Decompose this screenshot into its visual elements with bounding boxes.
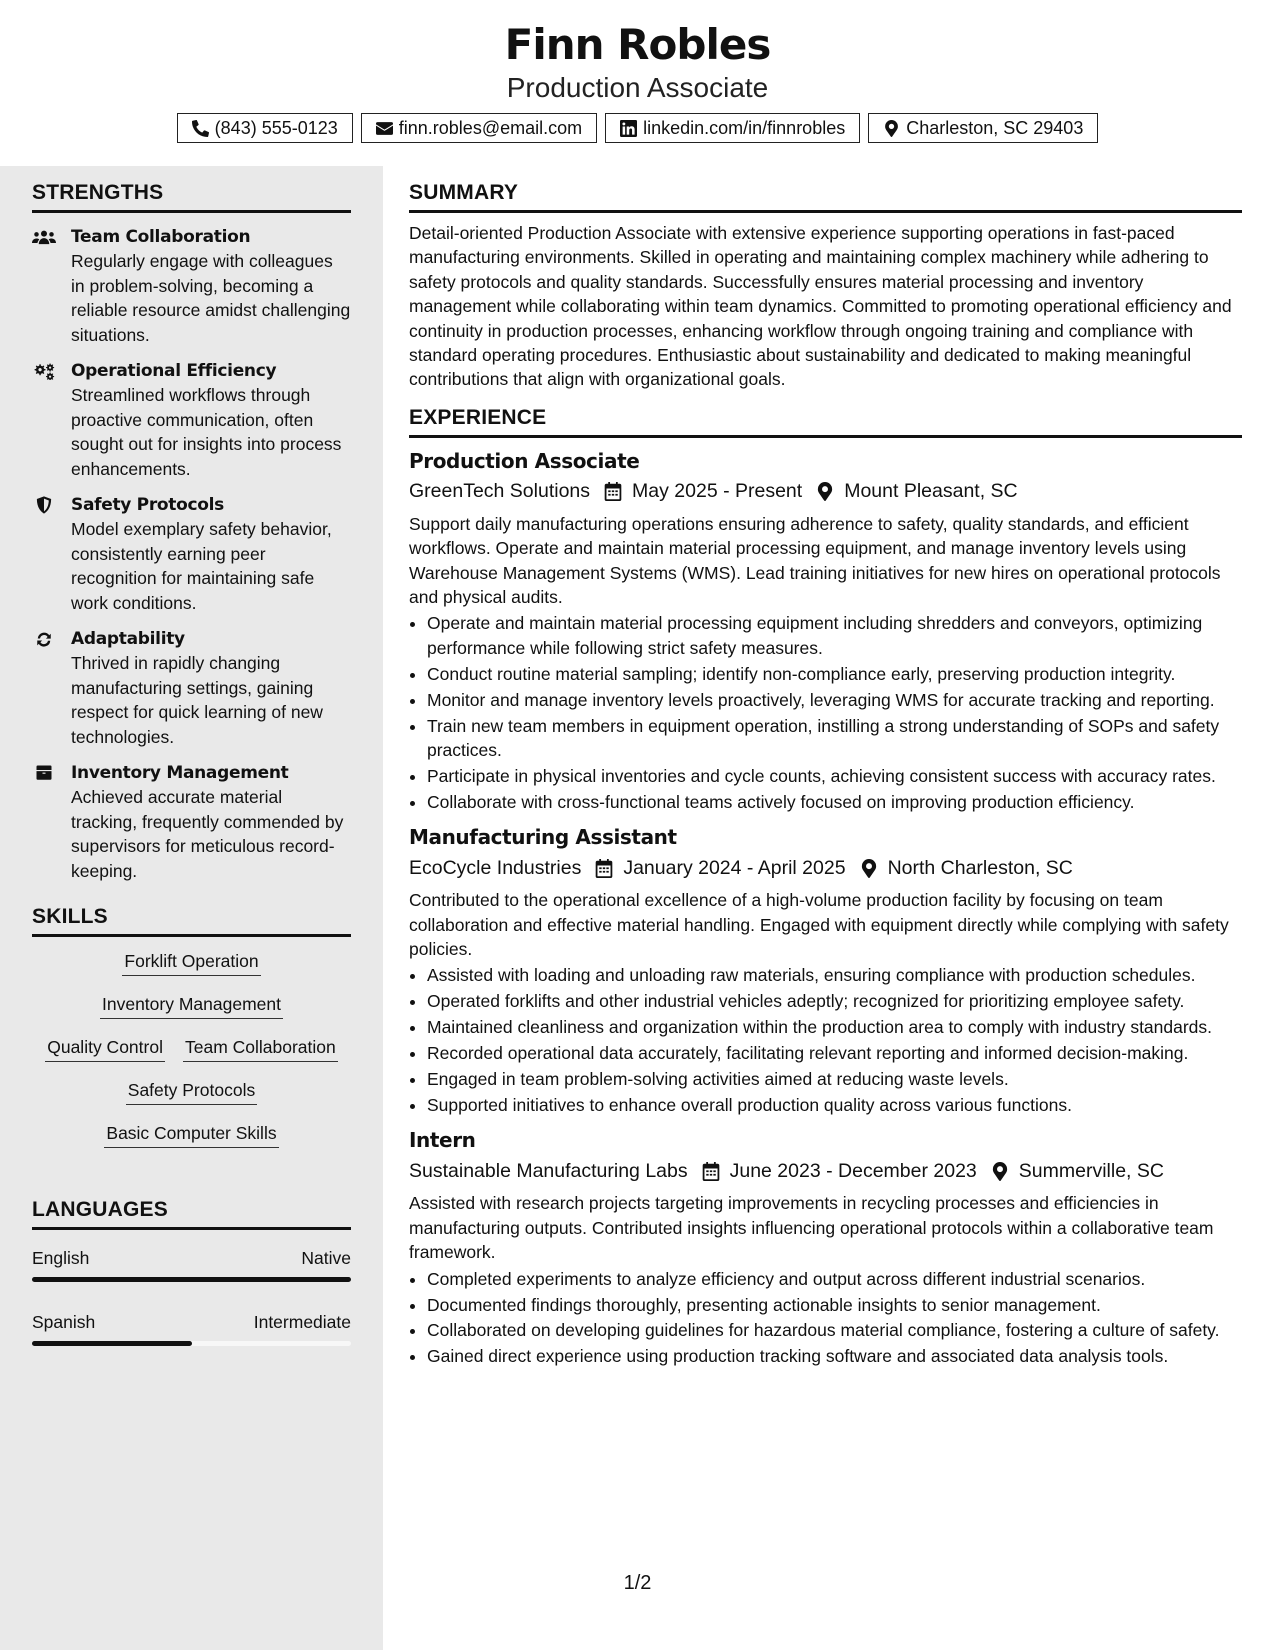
strength-desc: Streamlined workflows through proactive communication, often sought out for insights into process enhancements. [71, 385, 342, 479]
job-bullet: • Assisted with loading and unloading raw materials, ensuring compliance with production schedules. [427, 963, 1242, 987]
skill-tag: Basic Computer Skills [104, 1113, 278, 1148]
job-entry [409, 446, 1242, 814]
skills-heading: SKILLS [32, 905, 351, 937]
people-icon [32, 228, 56, 246]
envelope-icon [376, 120, 393, 137]
job-bullet: • Completed experiments to analyze efficiency and output across different industrial scenarios. [427, 1267, 1242, 1291]
strength-desc: Achieved accurate material tracking, frequently commended by supervisors for meticulous record-keeping. [71, 787, 344, 881]
contact-phone[interactable] [177, 113, 353, 143]
strength-item [32, 225, 351, 347]
job-bullet: • Train new team members in equipment operation, instilling a strong understanding of SOPs and safety practices. [427, 714, 1242, 763]
strength-item [32, 761, 351, 883]
job-bullet: • Maintained cleanliness and organization within the production area to comply with industry standards. [427, 1015, 1242, 1039]
job-role: Manufacturing Assistant [409, 825, 677, 850]
job-dates: June 2023 - December 2023 [729, 1159, 977, 1182]
job-location: North Charleston, SC [887, 856, 1073, 879]
strength-title: Inventory Management [71, 763, 289, 783]
job-location: Summerville, SC [1018, 1159, 1164, 1182]
contact-email-text: finn.robles@email.com [398, 117, 583, 138]
contact-linkedin[interactable] [605, 113, 860, 143]
page-number: 1/2 [623, 1572, 652, 1594]
contact-linkedin-text: linkedin.com/in/finnrobles [643, 117, 846, 138]
strength-item [32, 627, 351, 749]
contact-email[interactable] [361, 113, 597, 143]
job-role: Intern [409, 1128, 476, 1153]
job-entry [409, 822, 1242, 1117]
job-role: Production Associate [409, 448, 640, 473]
job-meta [409, 852, 1242, 884]
gears-icon [32, 362, 56, 380]
job-dates: January 2024 - April 2025 [623, 856, 846, 879]
phone-icon [192, 120, 209, 137]
language-bar-fill [32, 1277, 351, 1282]
job-bullet: • Participate in physical inventories and cycle counts, achieving consistent success with accuracy rates. [427, 764, 1242, 788]
job-meta [409, 1155, 1242, 1187]
strength-title: Team Collaboration [71, 227, 251, 247]
experience-heading: EXPERIENCE [409, 406, 1242, 438]
language-bar [32, 1341, 351, 1346]
language-bar-fill [32, 1341, 192, 1346]
sidebar-content [32, 166, 351, 1346]
job-bullets [409, 611, 1242, 814]
skill-tag: Quality Control [45, 1027, 165, 1062]
strength-item [32, 359, 351, 481]
job-bullet: • Conduct routine material sampling; identify non-compliance early, preserving production integrity. [427, 662, 1242, 686]
job-bullet: • Engaged in team problem-solving activities aimed at reducing waste levels. [427, 1067, 1242, 1091]
summary-heading: SUMMARY [409, 181, 1242, 213]
job-bullet: • Operated forklifts and other industrial vehicles adeptly; recognized for prioritizing employee safety. [427, 989, 1242, 1013]
job-bullet: • Gained direct experience using production tracking software and associated data analysis tools. [427, 1344, 1242, 1368]
resume-header [0, 0, 1275, 166]
job-company: GreenTech Solutions [409, 480, 591, 503]
strengths-heading: STRENGTHS [32, 181, 351, 213]
language-name: Spanish [32, 1312, 96, 1332]
strength-desc: Thrived in rapidly changing manufacturing settings, gaining respect for quick learning of new technologies. [71, 653, 323, 747]
skills-list [32, 941, 351, 1156]
job-meta [409, 476, 1242, 508]
job-bullets [409, 963, 1242, 1117]
contact-bar [0, 113, 1275, 143]
map-pin-icon [883, 120, 900, 137]
contact-location-text: Charleston, SC 29403 [906, 117, 1084, 138]
job-bullet: • Operate and maintain material processing equipment including shredders and conveyors, optimizing performance while following strict safety measures. [427, 611, 1242, 660]
box-icon [32, 764, 56, 782]
main-content [409, 166, 1242, 1370]
calendar-icon [702, 1162, 720, 1181]
job-bullet: • Supported initiatives to enhance overall production quality across various functions. [427, 1093, 1242, 1117]
contact-location [868, 113, 1098, 143]
job-bullet: • Monitor and manage inventory levels proactively, leveraging WMS for accurate tracking and reporting. [427, 688, 1242, 712]
job-description: Contributed to the operational excellence of a high-volume production facility by focusing on team collaboration and effective material handling. Engaged with equipment directly while complying with safety policies. [409, 890, 1229, 960]
sidebar [0, 166, 383, 1650]
summary-text: Detail-oriented Production Associate with extensive experience supporting operations in fast-paced manufacturing environments. Skilled in operating and maintaining complex machinery while adhering to safety protocols and quality standards. Successfully ensures material processing and inventory management while collaborating within team dynamics. Committed to promoting operational efficiency and continuity in production processes, enhancing workflow through ongoing training and compliance with standard operating procedures. Enthusiastic about sustainability and dedicated to making meaningful contributions that align with organizational goals. [409, 223, 1232, 390]
strength-title: Safety Protocols [71, 495, 224, 515]
map-pin-icon [991, 1162, 1009, 1181]
language-bar [32, 1277, 351, 1282]
sync-icon [32, 630, 56, 648]
job-bullet: • Recorded operational data accurately, facilitating relevant reporting and informed decision-making. [427, 1041, 1242, 1065]
language-name: English [32, 1248, 90, 1268]
strength-desc: Regularly engage with colleagues in problem-solving, becoming a reliable resource amidst challenging situations. [71, 251, 351, 345]
calendar-icon [595, 859, 613, 878]
language-level: Intermediate [253, 1312, 351, 1332]
job-location: Mount Pleasant, SC [844, 480, 1018, 503]
job-description: Support daily manufacturing operations ensuring adherence to safety, quality standards, and efficient workflows. Operate and maintain material processing equipment, and manage inventory levels using Warehouse Management Systems (WMS). Lead training initiatives for new hires on operational protocols and physical audits. [409, 513, 1221, 608]
job-entry [409, 1125, 1242, 1368]
job-bullet: • Collaborated on developing guidelines for hazardous material compliance, fostering a culture of safety. [427, 1318, 1242, 1342]
skill-tag: Safety Protocols [126, 1070, 257, 1105]
strength-title: Operational Efficiency [71, 361, 277, 381]
skill-tag: Team Collaboration [183, 1027, 338, 1062]
job-bullet: • Collaborate with cross-functional teams actively focused on improving production efficiency. [427, 790, 1242, 814]
map-pin-icon [860, 859, 878, 878]
job-bullet: • Documented findings thoroughly, presenting actionable insights to senior management. [427, 1293, 1242, 1317]
candidate-name: Finn Robles [504, 20, 771, 69]
strength-title: Adaptability [71, 629, 185, 649]
language-level: Native [301, 1248, 351, 1268]
skill-tag: Forklift Operation [122, 941, 260, 976]
strength-desc: Model exemplary safety behavior, consistently earning peer recognition for maintaining safe work conditions. [71, 519, 332, 613]
linkedin-icon [620, 120, 637, 137]
skill-tag: Inventory Management [100, 984, 283, 1019]
job-description: Assisted with research projects targeting improvements in recycling processes and efficiencies in manufacturing outputs. Contributed insights influencing operational protocols within a collaborative team framework. [409, 1193, 1214, 1263]
languages-heading: LANGUAGES [32, 1198, 351, 1230]
job-bullets [409, 1267, 1242, 1369]
job-company: EcoCycle Industries [409, 856, 582, 879]
contact-phone-text: (843) 555-0123 [214, 117, 338, 138]
language-item [32, 1312, 351, 1346]
candidate-title: Production Associate [506, 72, 769, 103]
language-item [32, 1248, 351, 1282]
job-company: Sustainable Manufacturing Labs [409, 1159, 688, 1182]
map-pin-icon [816, 482, 834, 501]
strength-item [32, 493, 351, 615]
job-dates: May 2025 - Present [632, 480, 803, 503]
calendar-icon [604, 482, 622, 501]
shield-icon [32, 496, 56, 514]
